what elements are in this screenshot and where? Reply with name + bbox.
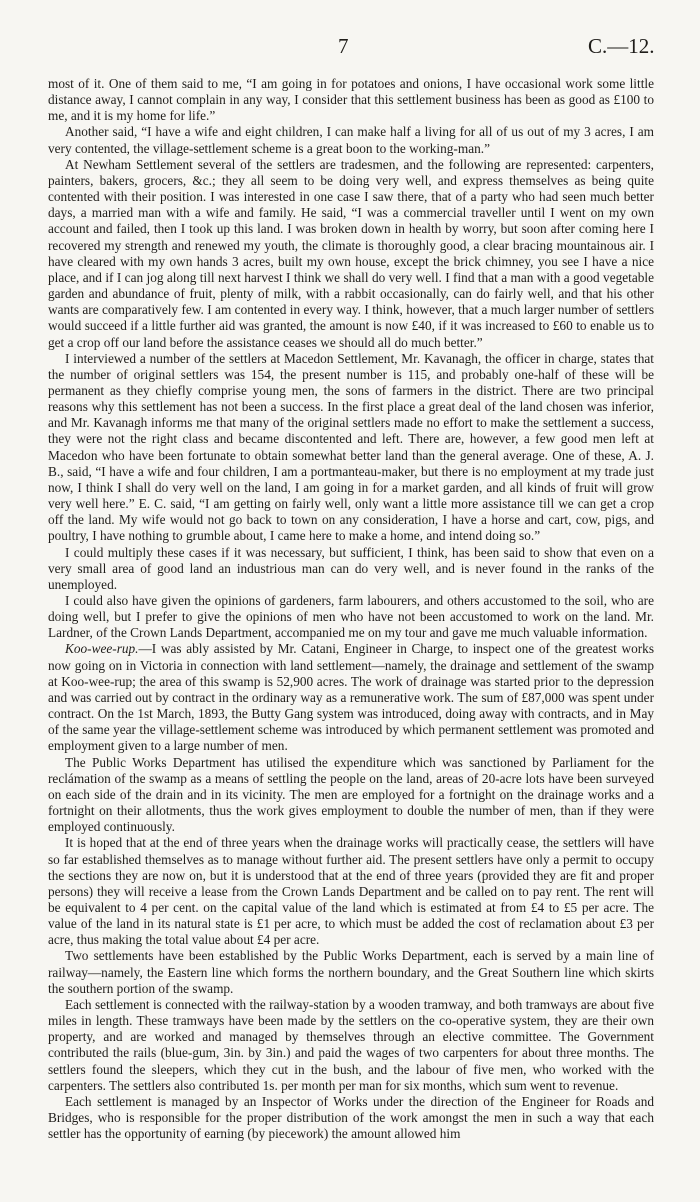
- paragraph: Each settlement is connected with the railway-station by a wooden tramway, and both tramways are about five miles in length. These tramways have been made by the settlers on the co-operative system, they are their own property, and are worked and managed by themselves through an elective committee. The Government contributed the rails (blue-gum, 3in. by 3in.) and paid the wages of two carpenters for about three months. The settlers found the sleepers, which they cut in the bush, and the labour of five men, who worked with the carpenters. The settlers also contributed 1s. per month per man for six months, which sum went to revenue.: [48, 996, 654, 1093]
- paragraph: most of it. One of them said to me, “I am going in for potatoes and onions, I have occasional work some little distance away, I cannot complain in any way, I consider that this settlement business has been as good as £100 to me, and it is my home for life.”: [48, 76, 654, 124]
- paragraph: I could multiply these cases if it was necessary, but sufficient, I think, has been said to show that even on a very small area of good land an industrious man can do very well, and is never found in the ranks of the unemployed.: [48, 544, 654, 592]
- section-text: —I was ably assisted by Mr. Catani, Engineer in Charge, to inspect one of the greatest works now going on in Victoria in connection with land settlement—namely, the drainage and settlement of the swamp at Koo-wee-rup; the area of this swamp is 52,900 acres. The work of drainage was started prior to the depression and was carried out by contract in the ordinary way as a remunerative work. The sum of £87,000 was spent under contract. On the 1st March, 1893, the Butty Gang system was introduced, doing away with contracts, and in May of the same year the village-settlement scheme was introduced by which permanent settlement was promoted and employment given to a large number of men.: [48, 641, 654, 754]
- section-heading: Koo-wee-rup.: [65, 641, 139, 657]
- document-reference: C.—12.: [588, 34, 655, 58]
- page-number: 7: [338, 34, 349, 58]
- paragraph: Each settlement is managed by an Inspector of Works under the direction of the Engineer for Roads and Bridges, who is responsible for the proper distribution of the work amongst the men in such a way that each settler has the opportunity of earning (by piecework) the amount allowed him: [48, 1093, 654, 1142]
- paragraph: Another said, “I have a wife and eight children, I can make half a living for all of us out of my 3 acres, I am very contented, the village-settlement scheme is a great boon to the working-man.”: [48, 124, 654, 156]
- section-paragraph-koo-wee-rup: [48, 641, 654, 754]
- body-text: [48, 76, 654, 1142]
- paragraph: I interviewed a number of the settlers at Macedon Settlement, Mr. Kavanagh, the officer in charge, states that the number of original settlers was 154, the present number is 115, and probably one-half of these will be permanent as they chiefly comprise young men, the sons of farmers in the district. There are two principal reasons why this settlement has not been a success. In the first place a great deal of the land chosen was inferior, and Mr. Kavanagh informs me that many of the original settlers made no effort to make the settlement a success, they were not the right class and became discontented and left. There are, however, a few good men left at Macedon who have been fortunate to obtain somewhat better land than the general average. One of these, A. J. B., said, “I have a wife and four children, I am a portmanteau-maker, but there is no employment at my trade just now, I think I shall do very well on the land, I am going in for a market garden, and all kinds of fruit will grow very well here.” E. C. said, “I am getting on fairly well, only want a little more assistance till we can get a crop off the land. My wife would not go back to town on any consideration, I have a horse and cart, cow, pigs, and poultry, I have nothing to grumble about, I came here to make a home, and intend doing so.”: [48, 350, 654, 544]
- paragraph: At Newham Settlement several of the settlers are tradesmen, and the following are represented: carpenters, painters, bakers, grocers, &c.; they all seem to be doing very well, and express themselves as being quite contented with their position. I was interested in one case I saw there, that of a party who had seen much better days, a married man with a wife and family. He said, “I was a commercial traveller until I went on my own account and failed, then I took up this land. I was broken down in health by worry, but soon after coming here I recovered my strength and renewed my youth, the climate is thoroughly good, a clear bracing mountainous air. I have cleared with my own hands 3 acres, built my own house, except the brick chimney, you see I have a nice place, and if I can jog along till next harvest I think we shall do very well. I find that a man with a good vegetable garden and abundance of fruit, plenty of milk, with a rabbit occasionally, can do fairly well, and that his other wants are comparatively few. I am contented in every way. I think, however, that a much larger number of settlers would succeed if a little further aid was granted, the amount is now £40, if it was increased to £60 to enable us to get a crop off our land before the assistance ceases we should all do much better.”: [48, 156, 654, 350]
- paragraph: The Public Works Department has utilised the expenditure which was sanctioned by Parliament for the reclámation of the swamp as a means of settling the people on the land, areas of 20-acre lots have been surveyed on each side of the drain and in its vicinity. The men are employed for a fortnight on the drainage works and a fortnight on their allotments, thus the work gives employment to double the number of men, than if they were employed continuously.: [48, 754, 654, 835]
- paragraph: Two settlements have been established by the Public Works Department, each is served by a main line of railway—namely, the Eastern line which forms the northern boundary, and the Great Southern line which skirts the southern portion of the swamp.: [48, 948, 654, 996]
- paragraph: I could also have given the opinions of gardeners, farm labourers, and others accustomed to the soil, who are doing well, but I prefer to give the opinions of men who have not been accustomed to work on the land. Mr. Lardner, of the Crown Lands Department, accompanied me on my tour and gave me much valuable information.: [48, 593, 654, 641]
- page-header: [0, 30, 700, 70]
- paragraph: It is hoped that at the end of three years when the drainage works will practically cease, the settlers will have so far established themselves as to manage without further aid. The present settlers have only a permit to occupy the sections they are now on, but it is understood that at the end of three years (provided they are fit and proper persons) they will receive a lease from the Crown Lands Department and be called on to pay rent. The rent will be equivalent to 4 per cent. on the capital value of the land which is estimated at from £4 to £5 per acre. The value of the land in its natural state is £1 per acre, to which must be added the cost of reclamation about £3 per acre, thus making the total value about £4 per acre.: [48, 835, 654, 948]
